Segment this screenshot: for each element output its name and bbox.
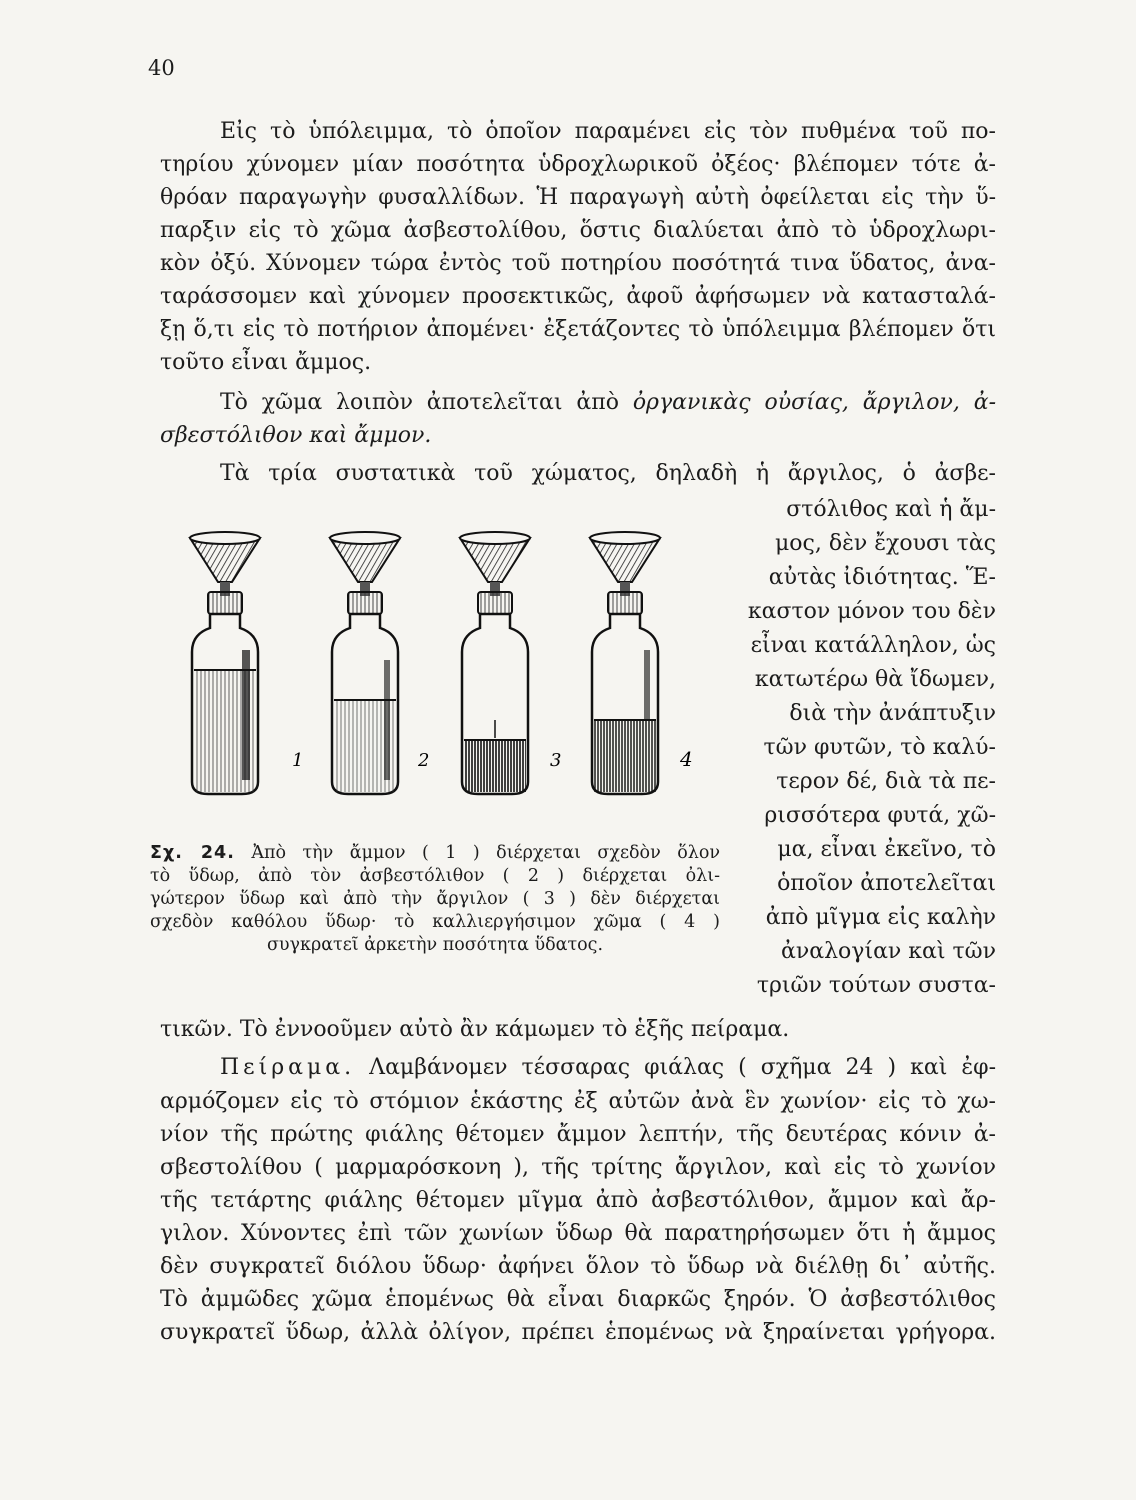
page-number: 40 (148, 56, 175, 80)
bottle-label-4: 4 (680, 747, 693, 771)
composition-italic-2: σβεστόλιθον καὶ ἄμμον. (160, 423, 432, 448)
right-column-line: εἶναι κατάλληλον, ὡς (750, 633, 996, 658)
bottle-2-limestone (330, 532, 400, 794)
paragraph-line: τοῦτο εἶναι ἄμμος. (160, 350, 372, 375)
composition-italic: ὀργανικὰς οὐσίας, ἄργιλον, ἀ- (632, 390, 996, 415)
paragraph-line: Εἰς τὸ ὑπόλειμμα, τὸ ὁποῖον παραμένει εἰς τὸν πυθμένα τοῦ πο- (220, 119, 996, 144)
composition-prefix: Τὸ χῶμα λοιπὸν ἀποτελεῖται ἀπὸ (220, 390, 633, 415)
experiment-line: νίον τῆς πρώτης φιάλης θέτομεν ἄμμον λεπτήν, τῆς δευτέρας κόνιν ἀ- (160, 1122, 996, 1147)
caption-line: τὸ ὕδωρ, ἀπὸ τὸν ἀσβεστόλιθον ( 2 ) διέρχεται ὀλι- (150, 866, 720, 886)
caption-line: σχεδὸν καθόλου ὕδωρ· τὸ καλλιεργήσιμον χῶμα ( 4 ) (150, 912, 720, 932)
bottle-3-clay (460, 532, 530, 794)
bottle-1-sand (190, 532, 260, 794)
experiment-first-line (160, 1054, 996, 1082)
continuation-line: τικῶν. Τὸ ἐννοοῦμεν αὐτὸ ἂν κάμωμεν τὸ ἑξῆς πείραμα. (160, 1017, 790, 1042)
right-column-line: διὰ τὴν ἀνάπτυξιν (789, 701, 996, 726)
right-column-line: τῶν φυτῶν, τὸ καλύ- (763, 735, 996, 760)
right-column-line: μα, εἶναι ἐκεῖνο, τὸ (777, 837, 996, 862)
experiment-label: Πείραμα. (220, 1055, 356, 1080)
experiment-line: δὲν συγκρατεῖ διόλου ὕδωρ· ἀφήνει ὅλον τὸ ὕδωρ νὰ διέλθῃ δι᾽ αὐτῆς. (160, 1254, 996, 1279)
experiment-line: αρμόζομεν εἰς τὸ στόμιον ἑκάστης ἐξ αὐτῶν ἀνὰ ἓν χωνίον· εἰς τὸ χω- (160, 1089, 996, 1114)
experiment-line: Τὸ ἀμμῶδες χῶμα ἑπομένως θὰ εἶναι διαρκῶς ξηρόν. Ὁ ἀσβεστόλιθος (160, 1287, 996, 1312)
bottle-label-1: 1 (292, 750, 304, 771)
right-column-line: τερον δέ, διὰ τὰ πε- (776, 769, 996, 794)
right-column-line: ἀπὸ μῖγμα εἰς καλὴν (765, 905, 996, 930)
bottles-illustration (180, 520, 720, 820)
right-column-line: κατωτέρω θὰ ἴδωμεν, (754, 667, 996, 692)
caption-line: συγκρατεῖ ἀρκετὴν ποσότητα ὕδατος. (266, 935, 604, 955)
figure-label: Σχ. 24. (150, 843, 235, 863)
paragraph-line: ξῃ ὅ,τι εἰς τὸ ποτήριον ἀπομένει· ἐξετάζοντες τὸ ὑπόλειμμα βλέπομεν ὅτι (160, 317, 996, 342)
paragraph-line: θρόαν παραγωγὴν φυσαλλίδων. Ἡ παραγωγὴ αὐτὴ ὀφείλεται εἰς τὴν ὕ- (160, 185, 996, 210)
composition-line-2 (160, 422, 996, 450)
bottle-label-2: 2 (418, 750, 430, 771)
experiment-line: συγκρατεῖ ὕδωρ, ἀλλὰ ὀλίγον, πρέπει ἑπομένως νὰ ξηραίνεται γρήγορα. (160, 1320, 996, 1345)
right-column-line: μος, δὲν ἔχουσι τὰς (774, 531, 996, 556)
right-column-line: ὁποῖον ἀποτελεῖται (777, 871, 996, 896)
paragraph-line: παρξιν εἰς τὸ χῶμα ἀσβεστολίθου, ὅστις διαλύεται ἀπὸ τὸ ὑδροχλωρι- (160, 218, 996, 243)
paragraph-line: ταράσσομεν καὶ χύνομεν προσεκτικῶς, ἀφοῦ ἀφήσωμεν νὰ κατασταλά- (160, 284, 996, 309)
right-column-line: τριῶν τούτων συστα- (756, 973, 996, 998)
right-column-line: ἀναλογίαν καὶ τῶν (781, 939, 996, 964)
right-column-line: ρισσότερα φυτά, χῶ- (764, 803, 996, 828)
caption-text: Ἀπὸ τὴν ἄμμον ( 1 ) διέρχεται σχεδὸν ὅλον (251, 843, 720, 863)
caption-line (150, 842, 720, 865)
bottle-label-3: 3 (550, 750, 562, 771)
components-line: Τὰ τρία συστατικὰ τοῦ χώματος, δηλαδὴ ἡ ἄργιλος, ὁ ἀσβε- (220, 461, 996, 486)
bottles-figure (180, 520, 720, 820)
caption-line: γώτερον ὕδωρ καὶ ἀπὸ τὴν ἄργιλον ( 3 ) δὲν διέρχεται (150, 889, 720, 909)
experiment-line: τῆς τετάρτης φιάλης θέτομεν μῖγμα ἀπὸ ἀσβεστόλιθον, ἄμμον καὶ ἄρ- (160, 1188, 996, 1213)
paragraph-line: τηρίου χύνομεν μίαν ποσότητα ὑδροχλωρικοῦ ὀξέος· βλέπομεν τότε ἀ- (160, 152, 996, 177)
right-column-line: αὐτὰς ἰδιότητας. Ἕ- (768, 565, 996, 590)
right-column-line: καστον μόνον του δὲν (747, 599, 996, 624)
composition-line (160, 389, 996, 417)
figure-caption (150, 842, 720, 957)
right-column-line: στόλιθος καὶ ἡ ἄμ- (786, 497, 996, 522)
experiment-line: σβεστολίθου ( μαρμαρόσκονη ), τῆς τρίτης ἄργιλον, καὶ εἰς τὸ χωνίον (160, 1155, 996, 1180)
experiment-line: γιλον. Χύνοντες ἐπὶ τῶν χωνίων ὕδωρ θὰ παρατηρήσωμεν ὅτι ἡ ἄμμος (160, 1221, 996, 1246)
bottle-4-soil (590, 532, 660, 794)
experiment-text: Λαμβάνομεν τέσσαρας φιάλας ( σχῆμα 24 ) καὶ ἐφ- (355, 1055, 996, 1080)
paragraph-line: κὸν ὀξύ. Χύνομεν τώρα ἐντὸς τοῦ ποτηρίου ποσότητά τινα ὕδατος, ἀνα- (160, 251, 996, 276)
